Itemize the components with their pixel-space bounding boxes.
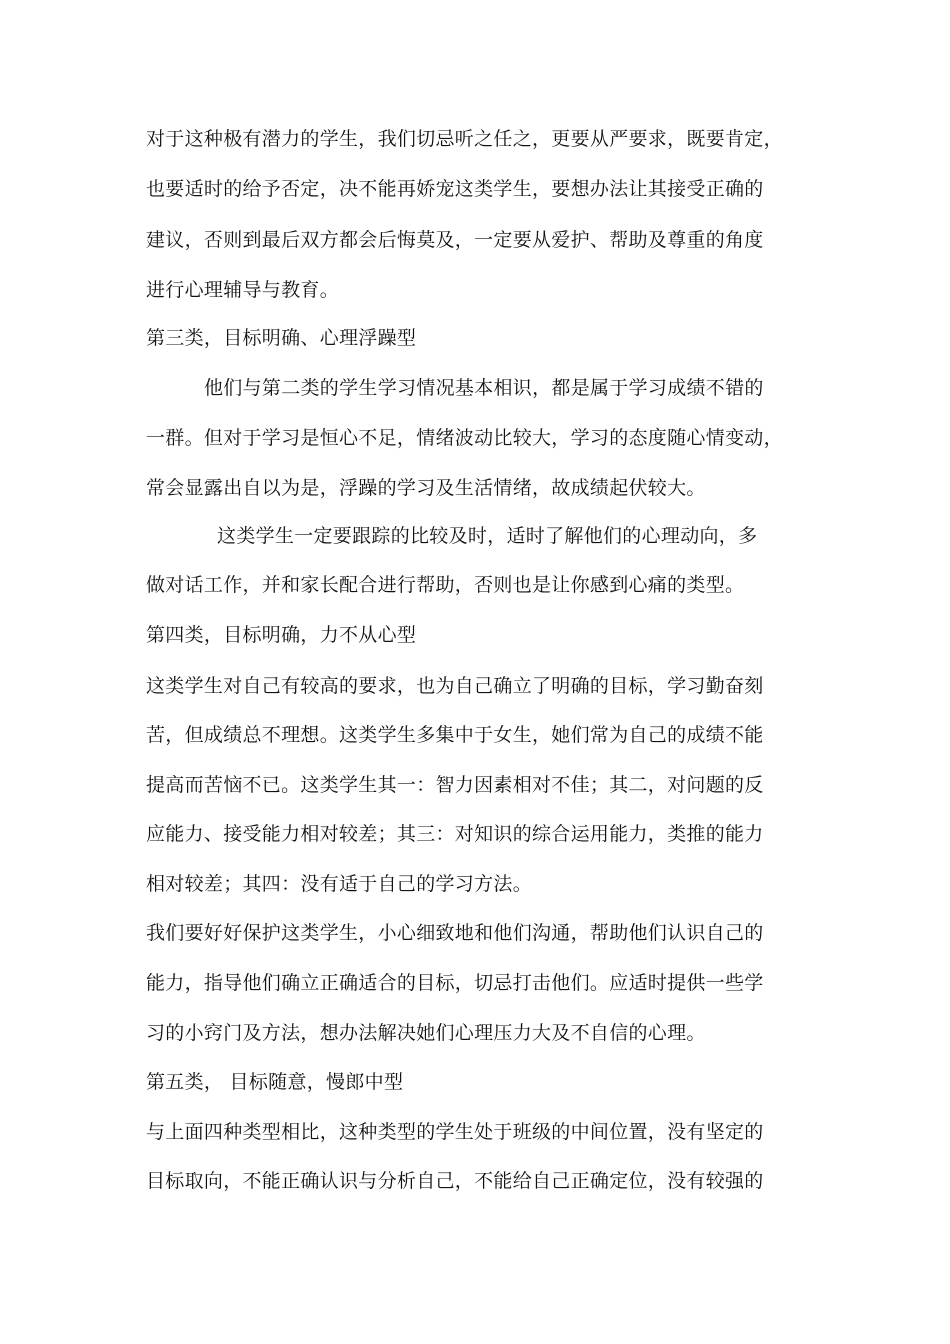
body-line-17: 习的小窍门及方法，想办法解决她们心理压力大及不自信的心理。 [146,1022,706,1044]
body-line-14: 相对较差；其四：没有适于自己的学习方法。 [146,873,533,895]
body-line-12: 提高而苦恼不已。这类学生其一：智力因素相对不佳；其二，对问题的反 [146,774,764,796]
body-line-13: 应能力、接受能力相对较差；其三：对知识的综合运用能力，类推的能力 [146,823,764,845]
body-line-9: 做对话工作，并和家长配合进行帮助，否则也是让你感到心痛的类型。 [146,574,745,596]
section-heading-3: 第三类，目标明确、心理浮躁型 [146,327,417,349]
section-heading-4: 第四类，目标明确，力不从心型 [146,624,417,646]
body-line-8: 这类学生一定要跟踪的比较及时，适时了解他们的心理动向，多 [217,525,758,547]
body-line-6: 一群。但对于学习是恒心不足，情绪波动比较大，学习的态度随心情变动， [146,427,783,449]
body-line-2: 也要适时的给予否定，决不能再娇宠这类学生，要想办法让其接受正确的 [146,178,764,200]
body-line-3: 建议，否则到最后双方都会后悔莫及，一定要从爱护、帮助及尊重的角度 [146,229,764,251]
body-line-5: 他们与第二类的学生学习情况基本相识，都是属于学习成绩不错的 [204,377,764,399]
body-line-15: 我们要好好保护这类学生，小心细致地和他们沟通，帮助他们认识自己的 [146,922,764,944]
body-line-19: 目标取向，不能正确认识与分析自己，不能给自己正确定位，没有较强的 [146,1170,764,1192]
body-line-11: 苦，但成绩总不理想。这类学生多集中于女生，她们常为自己的成绩不能 [146,724,764,746]
body-line-10: 这类学生对自己有较高的要求，也为自己确立了明确的目标，学习勤奋刻 [146,675,764,697]
body-line-18: 与上面四种类型相比，这种类型的学生处于班级的中间位置，没有坚定的 [146,1121,764,1143]
section-heading-5: 第五类， 目标随意，慢郎中型 [146,1071,404,1093]
body-line-16: 能力，指导他们确立正确适合的目标，切忌打击他们。应适时提供一些学 [146,972,764,994]
body-line-4: 进行心理辅导与教育。 [146,279,340,301]
body-line-7: 常会显露出自以为是，浮躁的学习及生活情绪，故成绩起伏较大。 [146,477,706,499]
body-line-1: 对于这种极有潜力的学生，我们切忌听之任之，更要从严要求，既要肯定， [146,128,783,150]
